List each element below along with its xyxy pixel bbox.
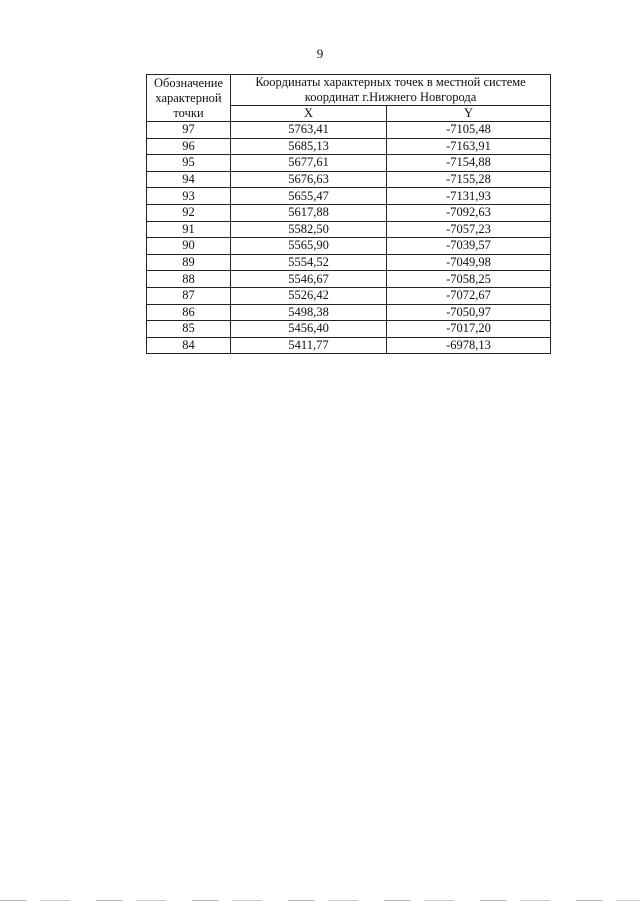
y-coordinate-cell: -7058,25 [387, 271, 551, 288]
table-row [147, 238, 551, 255]
x-coordinate-cell: 5546,67 [231, 271, 387, 288]
x-coordinate-cell: 5685,13 [231, 138, 387, 155]
point-id-cell: 93 [147, 188, 231, 205]
point-id-cell: 87 [147, 287, 231, 304]
point-id-cell: 94 [147, 171, 231, 188]
y-coordinate-cell: -7163,91 [387, 138, 551, 155]
x-coordinate-cell: 5617,88 [231, 204, 387, 221]
x-coordinate-cell: 5456,40 [231, 321, 387, 338]
x-column-header: X [231, 106, 387, 122]
table-row [147, 122, 551, 139]
point-id-cell: 96 [147, 138, 231, 155]
y-coordinate-cell: -6978,13 [387, 337, 551, 354]
table-row [147, 254, 551, 271]
table-row [147, 287, 551, 304]
x-coordinate-cell: 5582,50 [231, 221, 387, 238]
y-coordinate-cell: -7017,20 [387, 321, 551, 338]
y-coordinate-cell: -7072,67 [387, 287, 551, 304]
table-row [147, 321, 551, 338]
y-coordinate-cell: -7155,28 [387, 171, 551, 188]
table-row [147, 188, 551, 205]
point-id-cell: 90 [147, 238, 231, 255]
page-number: 9 [316, 46, 324, 61]
point-id-cell: 88 [147, 271, 231, 288]
x-coordinate-cell: 5554,52 [231, 254, 387, 271]
table-row [147, 138, 551, 155]
y-coordinate-cell: -7039,57 [387, 238, 551, 255]
point-id-cell: 92 [147, 204, 231, 221]
point-id-cell: 95 [147, 155, 231, 172]
x-coordinate-cell: 5526,42 [231, 287, 387, 304]
x-coordinate-cell: 5498,38 [231, 304, 387, 321]
y-coordinate-cell: -7105,48 [387, 122, 551, 139]
y-coordinate-cell: -7050,97 [387, 304, 551, 321]
y-coordinate-cell: -7092,63 [387, 204, 551, 221]
table-row [147, 271, 551, 288]
y-coordinate-cell: -7131,93 [387, 188, 551, 205]
point-id-cell: 85 [147, 321, 231, 338]
y-coordinate-cell: -7049,98 [387, 254, 551, 271]
table-row [147, 221, 551, 238]
table-header-row [147, 75, 551, 106]
point-id-cell: 89 [147, 254, 231, 271]
point-id-cell: 84 [147, 337, 231, 354]
table-row [147, 337, 551, 354]
point-id-header: Обозначение характерной точки [147, 75, 231, 122]
table-body [147, 122, 551, 354]
x-coordinate-cell: 5677,61 [231, 155, 387, 172]
x-coordinate-cell: 5676,63 [231, 171, 387, 188]
coordinates-table [146, 74, 551, 354]
table-row [147, 204, 551, 221]
y-column-header: Y [387, 106, 551, 122]
y-coordinate-cell: -7057,23 [387, 221, 551, 238]
point-id-cell: 91 [147, 221, 231, 238]
x-coordinate-cell: 5411,77 [231, 337, 387, 354]
y-coordinate-cell: -7154,88 [387, 155, 551, 172]
table-row [147, 155, 551, 172]
table-row [147, 171, 551, 188]
x-coordinate-cell: 5565,90 [231, 238, 387, 255]
x-coordinate-cell: 5763,41 [231, 122, 387, 139]
coordinates-title-header: Координаты характерных точек в местной системе координат г.Нижнего Новгорода [231, 75, 551, 106]
scan-artifact-line [0, 900, 640, 901]
table-row [147, 304, 551, 321]
point-id-cell: 97 [147, 122, 231, 139]
x-coordinate-cell: 5655,47 [231, 188, 387, 205]
point-id-cell: 86 [147, 304, 231, 321]
